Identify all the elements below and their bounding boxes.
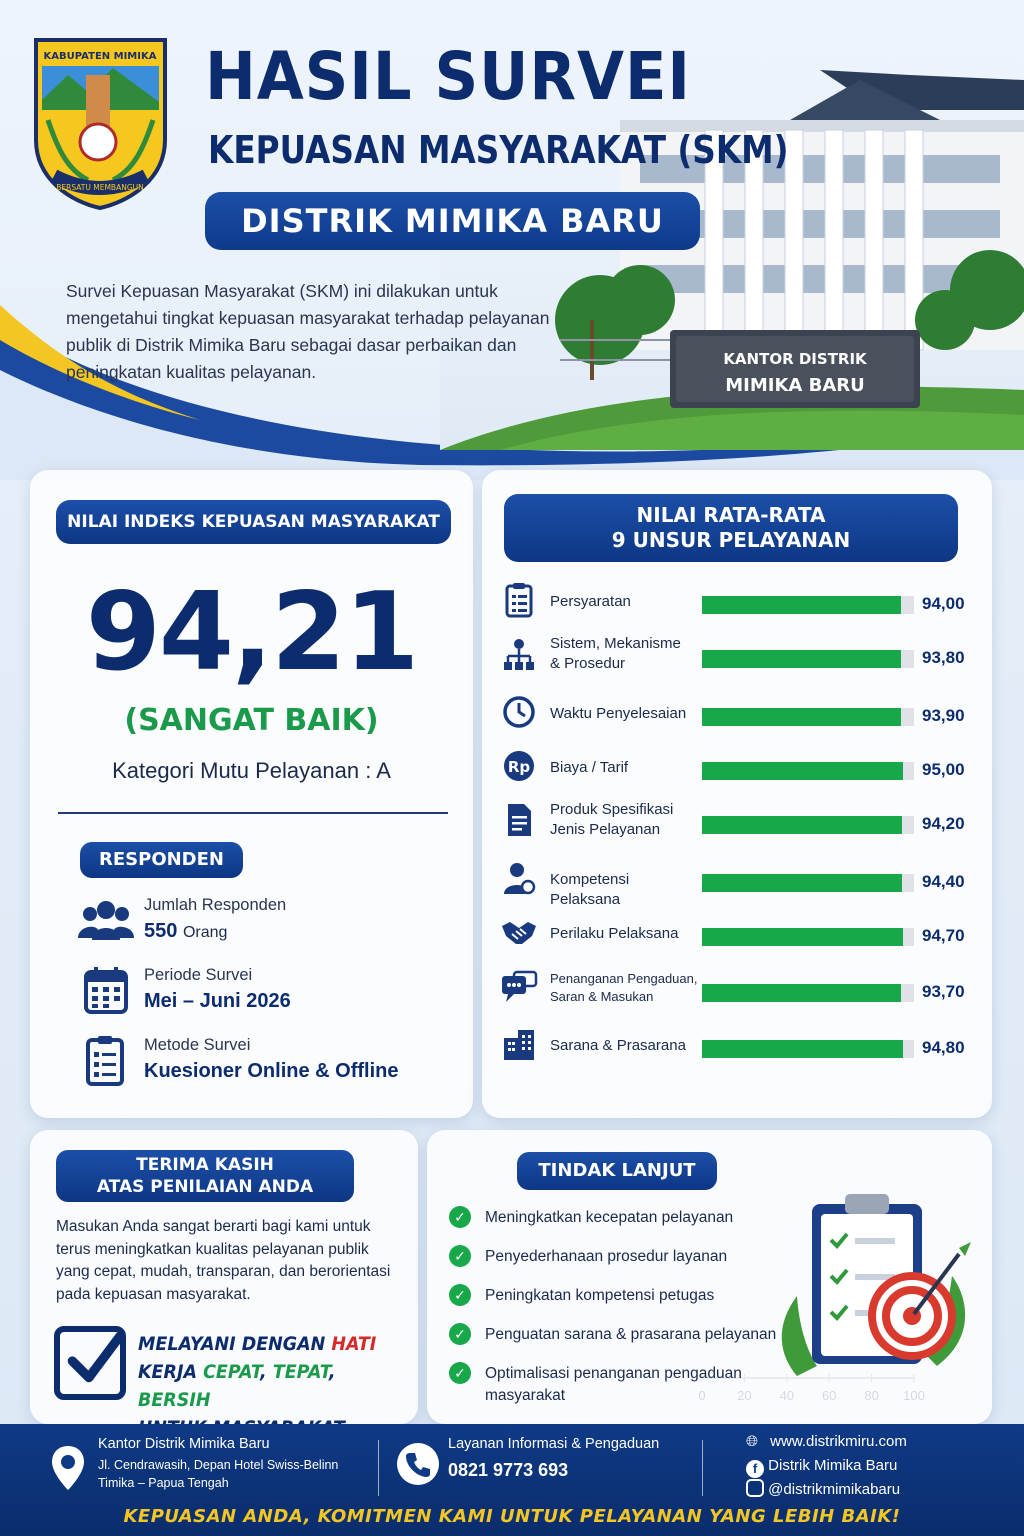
motto-l2f: BERSIH	[138, 1389, 211, 1411]
chart-bar-track	[702, 596, 914, 614]
footer-divider	[702, 1440, 703, 1496]
index-category: (SANGAT BAIK)	[124, 703, 379, 738]
survey-method-label: Metode Survei	[144, 1036, 251, 1054]
chart-category-label: Sistem, Mekanisme & Prosedur	[550, 635, 681, 672]
intro-text: Survei Kepuasan Masyarakat (SKM) ini dilakukan untuk mengetahui tingkat kepuasan masyarakat terhadap pelayanan publik di Distrik Mimika Baru sebagai dasar perbaikan dan peningkatan kualitas pelayanan.	[66, 281, 550, 382]
respondents-heading: RESPONDEN	[80, 842, 243, 878]
chart-bar-row	[482, 910, 992, 960]
followup-item-text: Penguatan sarana & prasarana pelayanan	[485, 1326, 777, 1343]
kabupaten-mimika-logo	[28, 30, 173, 210]
chart-bar-track	[702, 762, 914, 780]
officer-icon	[500, 860, 538, 896]
chart-bar	[702, 596, 901, 614]
chart-value-label: 93,80	[922, 648, 965, 667]
people-icon	[78, 896, 134, 946]
chart-bar-track	[702, 650, 914, 668]
chart-bar	[702, 816, 902, 834]
motto-l2e: ,	[328, 1361, 336, 1383]
motto-l1b: HATI	[331, 1333, 377, 1355]
checkmark-box-icon	[54, 1326, 126, 1400]
chart-value-label: 94,00	[922, 594, 965, 613]
index-card	[30, 470, 473, 1118]
office-name: Kantor Distrik Mimika Baru	[98, 1436, 270, 1452]
index-score: 94,21	[85, 570, 418, 695]
chat-icon	[500, 970, 538, 1006]
survey-method-value: Kuesioner Online & Offline	[144, 1060, 399, 1082]
facebook[interactable]: Distrik Mimika Baru	[768, 1457, 898, 1474]
service-elements-chart	[482, 470, 992, 1118]
chart-category-label: Sarana & Prasarana	[550, 1037, 686, 1054]
divider	[58, 812, 448, 814]
chart-bar-track	[702, 1040, 914, 1058]
chart-bar	[702, 708, 901, 726]
motto-l2d: TEPAT	[272, 1361, 329, 1383]
check-icon: ✓	[449, 1284, 471, 1306]
phone-number[interactable]: 0821 9773 693	[448, 1460, 569, 1480]
document-list-icon	[500, 582, 538, 618]
chart-category-label: Produk Spesifikasi Jenis Pelayanan	[550, 801, 674, 838]
facebook-row[interactable]	[746, 1454, 907, 1478]
instagram-icon	[746, 1479, 764, 1497]
followup-item-text: Optimalisasi penanganan pengaduan masyarakat	[485, 1365, 742, 1404]
checklist-icon	[78, 1036, 134, 1086]
svg-text:Rp: Rp	[507, 758, 531, 776]
rupiah-icon	[500, 748, 538, 784]
chart-bar	[702, 928, 903, 946]
clipboard-target-icon	[777, 1186, 977, 1406]
quality-category: Kategori Mutu Pelayanan : A	[112, 758, 391, 783]
page-subtitle: KEPUASAN MASYARAKAT (SKM)	[208, 128, 789, 172]
followup-card	[427, 1130, 992, 1424]
page-title: HASIL SURVEI	[205, 38, 691, 115]
chart-bar-track	[702, 816, 914, 834]
chart-bar-row	[482, 744, 992, 794]
chart-category-label: Biaya / Tarif	[550, 759, 629, 776]
phone-icon	[396, 1442, 440, 1486]
followup-item-text: Penyederhanaan prosedur layanan	[485, 1248, 728, 1265]
chart-bar	[702, 762, 903, 780]
file-icon	[500, 802, 538, 838]
followup-item-text: Meningkatkan kecepatan pelayanan	[485, 1209, 734, 1226]
respondent-count-value	[144, 920, 227, 943]
sign-line2: MIMIKA BARU	[725, 375, 865, 396]
chart-value-label: 94,80	[922, 1038, 965, 1057]
footer	[0, 1424, 1024, 1536]
chart-category-label: Persyaratan	[550, 593, 631, 610]
chart-title	[504, 494, 958, 562]
chart-bar-row	[482, 966, 992, 1016]
facebook-icon: f	[746, 1460, 764, 1478]
survey-period-row	[78, 966, 458, 1026]
chart-bar-row	[482, 578, 992, 628]
address-line2: Timika – Papua Tengah	[98, 1476, 229, 1490]
address-line1: Jl. Cendrawasih, Depan Hotel Swiss-Belinn	[98, 1458, 339, 1472]
chart-value-label: 94,20	[922, 814, 965, 833]
chart-bar	[702, 874, 902, 892]
respondent-count-number: 550	[144, 920, 178, 942]
thanks-heading-line1: TERIMA KASIH	[136, 1155, 274, 1175]
respondent-count-row	[78, 896, 458, 956]
thanks-heading-line2: ATAS PENILAIAN ANDA	[96, 1177, 314, 1197]
check-icon: ✓	[449, 1206, 471, 1228]
chart-value-label: 94,40	[922, 872, 965, 891]
instagram[interactable]: @distrikmimikabaru	[768, 1481, 901, 1498]
footer-social	[746, 1430, 907, 1502]
check-icon: ✓	[449, 1362, 471, 1384]
website-row[interactable]	[746, 1430, 907, 1454]
respondent-count-unit: Orang	[182, 924, 228, 941]
chart-category-label: Kompetensi Pelaksana	[550, 871, 630, 908]
motto-l2a: KERJA	[138, 1361, 204, 1383]
followup-item-text: Peningkatan kompetensi petugas	[485, 1287, 715, 1304]
thanks-card	[30, 1130, 418, 1424]
chart-category-label: Waktu Penyelesaian	[550, 705, 687, 722]
chart-bar-track	[702, 928, 914, 946]
office-building-illustration	[440, 60, 1024, 450]
footer-divider	[378, 1440, 379, 1496]
index-heading: NILAI INDEKS KEPUASAN MASYARAKAT	[56, 500, 451, 544]
motto-l2b: CEPAT	[203, 1361, 261, 1383]
chart-value-label: 95,00	[922, 760, 965, 779]
handshake-icon	[500, 914, 538, 950]
respondent-count-label: Jumlah Responden	[144, 896, 287, 914]
sign-line1: KANTOR DISTRIK	[723, 350, 867, 368]
check-icon: ✓	[449, 1245, 471, 1267]
chart-bar-track	[702, 708, 914, 726]
followup-heading: TINDAK LANJUT	[517, 1152, 717, 1190]
chart-title-line1: NILAI RATA-RATA	[636, 503, 826, 527]
logo-bottom-text: BERSATU MEMBANGUN	[56, 183, 144, 192]
calendar-icon	[78, 966, 134, 1016]
thanks-text: Masukan Anda sangat berarti bagi kami untuk terus meningkatkan kualitas pelayanan publik yang cepat, mudah, transparan, dan berorientasi pada kepuasan masyarakat.	[56, 1218, 391, 1303]
survey-period-label: Periode Survei	[144, 966, 253, 984]
location-pin-icon	[50, 1444, 86, 1492]
instagram-row[interactable]	[746, 1478, 907, 1502]
chart-category-label: Penanganan Pengaduan, Saran & Masukan	[550, 971, 698, 1004]
chart-bar-row	[482, 1022, 992, 1072]
survey-method-row	[78, 1036, 458, 1096]
footer-service	[448, 1436, 659, 1481]
process-flow-icon	[500, 636, 538, 672]
globe-icon: 🌐︎	[746, 1433, 759, 1450]
chart-bar	[702, 650, 901, 668]
chart-title-line2: 9 UNSUR PELAYANAN	[611, 528, 851, 552]
service-label: Layanan Informasi & Pengaduan	[448, 1436, 660, 1452]
district-banner: DISTRIK MIMIKA BARU	[205, 192, 700, 250]
website[interactable]: www.distrikmiru.com	[770, 1433, 907, 1450]
logo-top-text: KABUPATEN MIMIKA	[43, 51, 157, 62]
check-icon: ✓	[449, 1323, 471, 1345]
chart-value-label: 93,70	[922, 982, 965, 1001]
chart-bar-row	[482, 690, 992, 740]
motto-l2c: ,	[260, 1361, 273, 1383]
motto-l1a: MELAYANI DENGAN	[138, 1333, 332, 1355]
building-icon	[500, 1026, 538, 1062]
chart-bar-row	[482, 798, 992, 848]
chart-value-label: 93,90	[922, 706, 965, 725]
chart-bar-track	[702, 984, 914, 1002]
chart-bar	[702, 1040, 903, 1058]
chart-bar-row	[482, 856, 992, 906]
chart-category-label: Perilaku Pelaksana	[550, 925, 679, 942]
clock-icon	[500, 694, 538, 730]
chart-value-label: 94,70	[922, 926, 965, 945]
footer-tagline: KEPUASAN ANDA, KOMITMEN KAMI UNTUK PELAYANAN YANG LEBIH BAIK!	[123, 1506, 901, 1527]
thanks-heading	[56, 1150, 354, 1202]
chart-bar-row	[482, 632, 992, 682]
chart-bar	[702, 984, 901, 1002]
survey-period-value: Mei – Juni 2026	[144, 990, 291, 1012]
footer-address	[98, 1436, 338, 1490]
chart-bar-track	[702, 874, 914, 892]
